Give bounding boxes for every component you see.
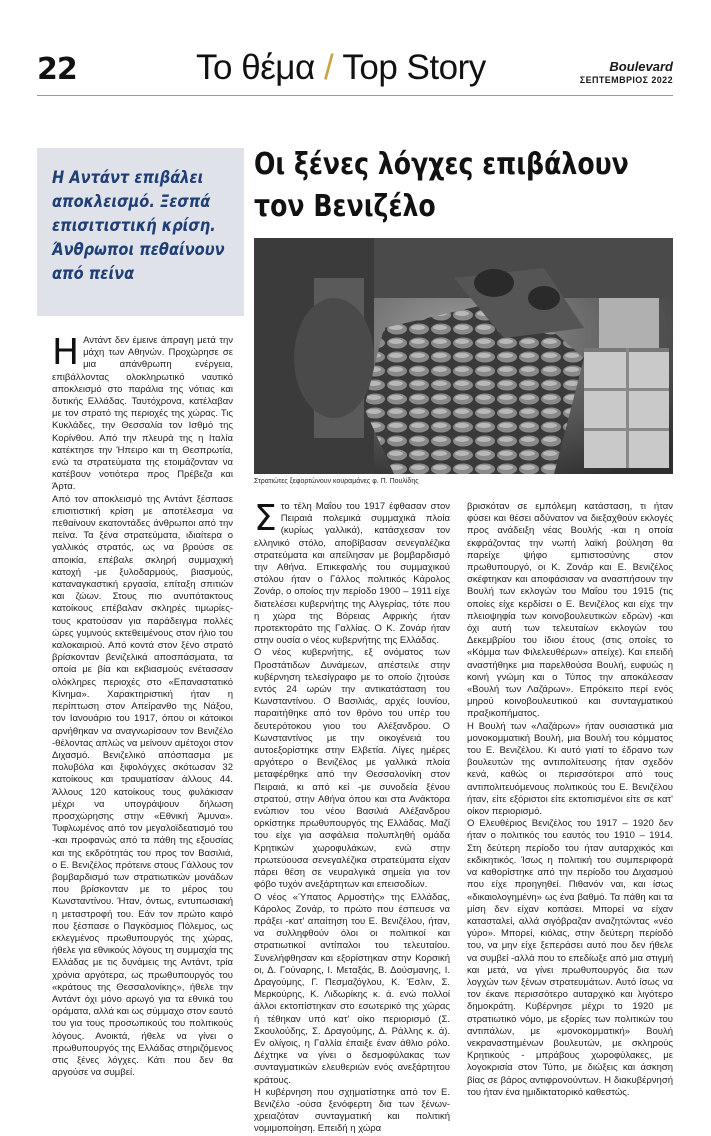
article-column-1 [52,332,233,1080]
article-column-3 [467,501,673,1098]
paragraph: βρισκόταν σε εμπόλεμη κατάσταση, τι ήταν φύσει και θέσει αδύνατον να διεξαχθούν εκλογές προς ανάδειξη νέας Βουλής -και η οποία εκφράζοντας την νωπή λαϊκή βούληση θα παρείχε ψήφο εμπιστοσύνης στον πρωθυπουργό, οι Κ. Ζονάρ και Ε. Βενιζέλος σκέφτηκαν και αποφάσισαν να ανασπήσουν την Βουλή των εκλογών του Μαΐου του 1915 (τις οποίες είχε κερδίσει ο Ε. Βενιζέλος και είχε την πλειοψηφία των κοινοβουλευτικών εδρών) -και όχι αυτή των τελευταίων εκλογών του Δεκεμβρίου του ίδιου έτους (στις οποίες το «Κόμμα των Φιλελευθέρων» απείχε). Και επειδή αναστήθηκε μια παρελθούσα Βουλή, ευφυώς η κοινή γνώμη και ο Τύπος την αποκάλεσαν «Βουλή των Λαζάρων». Επρόκειτο περί ενός μηρού κοινοβουλευτικού και συνταγματικού πραξικοπήματος. [467,501,673,720]
paragraph: Η κυβέρνηση που σχηματίστηκε από τον Ε. Βενιζέλο -ούσα ξενόφερτη δια των ξένων- χρειαζόταν συνταγματική και πολιτική νομιμοποίηση. Επειδή η χώρα [254,1086,450,1135]
sidebar-quote: Η Αντάντ επιβάλει αποκλεισμό. Ξεσπά επισιτιστική κρίση. Άνθρωποι πεθαίνουν από πείνα [52,168,225,284]
paragraph: το τέλη Μαΐου του 1917 έφθασαν στον Πειραιά πολεμικά συμμαχικά πλοία (κυρίως γαλλικά), κατάσχεσαν τον ελληνικό στόλο, αποβίβασαν σενεγαλέζικα στρατεύματα και απείλησαν με βομβαρδισμό την Αθήνα. Επικεφαλής του συμμαχικού στόλου ήταν ο Γάλλος πολιτικός Κάρολος Ζονάρ, ο οποίος την περίοδο 1900 – 1911 είχε διατελέσει κυβερνήτης της Αλγερίας, τότε που η χώρα της Βόρειας Αφρικής ήταν προτεκτοράτο της Γαλλίας. Ο Κ. Ζονάρ ήταν στην ουσία ο νέος κυβερνήτης της Ελλάδας. [254,501,450,647]
issue-date: ΣΕΠΤΕΜΒΡΙΟΣ 2022 [579,75,673,85]
paragraph: Αντάντ δεν έμεινε άπραγη μετά την μάχη των Αθηνών. Προχώρησε σε μια απάνθρωπη ενέργεια, επιβάλλοντας ολοκληρωτικό ναυτικό αποκλεισμό στο παράλια της νότιας και δυτικής Ελλάδας. Ταυτόχρονα, κατέλαβαν με τον στρατό της περιοχές της χώρας. Τις Κυκλάδες, την Θεσσαλία τον Ισθμό της Κορίνθου. Από την πλευρά της η Ιταλία κατέκτησε την Ήπειρο και τη Θεσπρωτία, ενώ τα στρατεύματα της ετοιμάζονταν να κατέβουν νοτιότερα προς Πρέβεζα και Άρτα. [52,335,233,493]
archival-photo-bread-loaves-icon [254,238,673,474]
article-column-2 [254,498,450,1135]
page-number: 22 [37,52,77,87]
drop-cap: Η [52,332,80,373]
article-photo [254,238,673,474]
masthead [580,60,673,86]
drop-cap: Σ [254,498,277,539]
paragraph: Από τον αποκλεισμό της Αντάντ ξέσπασε επισιτιστική κρίση με αποτέλεσμα να πεθαίνουν εκατοντάδες άνθρωποι από την πείνα. Τα ξένα στρατεύματα, ιδιαίτερα ο γαλλικός στρατός, ως να βρούσε σε αποικία, επέβαλε σκληρή συμμαχική κατοχή -με ξυλοδαρμούς, βιασμούς, καταναγκαστική εργασία, επίταξη σπιτιών και ζώων. Στους πιο ανυπότακτους κατοίκους επέβαλαν σκληρές τιμωρίες- τους κρατούσαν για παράδειγμα πολλές ώρες γυμνούς εκτεθειμένους στον ήλιο του καλοκαιριού. Από κοντά στον ξένο στρατό βρίσκονταν βενιζελικά αποσπάσματα, τα οποία με βία και εκβιασμούς ενέτασσαν ολόκληρες περιοχές στο «Επαναστατικό Κίνημα». Χαρακτηριστική ήταν η περίπτωση στον Απείρανθο της Νάξου, τον Ιανουάριο του 1917, όπου οι κάτοικοι αρνήθηκαν να αναγνωρίσουν τον Βενιζέλο -θέλοντας απλώς να μείνουν αμέτοχοι στον Διχασμό. Βενιζελικό απόσπασμα με πολυβόλα και ξιφολόγχες σκότωσαν 32 κατοίκους και τραυματίσαν άλλους 44. Άλλους 120 κατοίκους τους φυλάκισαν μέχρι να υπογράψουν δήλωση προσχώρησης στην «Εθνική Άμυνα». Τυφλωμένος από τον μεγαλοϊδεατισμό του -και προφανώς από τα πάθη της εξουσίας και της εκδρότητάς του προς τον Βασιλιά, ο Ε. Βενιζέλος πρότεινε στους Γάλλους τον βομβαρδισμό των στρατιωτικών μονάδων που βρίσκονταν με το μέρος του Κωνσταντίνου. Ήταν, όντως, εντυπωσιακή η μεταστροφή του. Εάν τον πρώτο καιρό που ξέσπασε ο Παγκόσμιος Πόλεμος, ως εκλεγμένος πρωθυπουργός της χώρας, ήθελε για εθνικούς λόγους τη συμμαχία της Ελλάδας με τις δυνάμεις της Αντάντ, τρία χρόνια αργότερα, ως πρωθυπουργός του «κράτους της Θεσσαλονίκης», ήθελε την Αντάντ όχι μόνο αρωγό για τα εθνικά του οράματα, αλλά και ως σύμμαχο στον εαυτό του για τους προσωπικούς του πολιτικούς λόγους. Ανοικτά, ήθελε να γίνει ο πρωθυπουργός της Ελλάδας στηριζόμενος στις ξένες λόγχες. Κάτι που δεν θα αργούσε να συμβεί. [52,493,233,1079]
paragraph: Ο νέος «Ύπατος Αρμοστής» της Ελλάδας, Κάρολος Ζονάρ, το πρώτο που έσπευσε να πράξει -κατ' απαίτηση του Ε. Βενιζέλου, ήταν, να συλληφθούν όλοι οι πολιτικοί και στρατιωτικοί αντίπαλοι του τελευταίου. Συνελήφθησαν και εξορίστηκαν στην Κορσική οι, Δ. Γούναρης, Ι. Μεταξάς, Β. Δούσμανης, Ι. Δραγούμης, Γ. Πεσμαζόγλου, Κ. Έσλιν, Σ. Μερκούρης, Κ. Λιδωρίκης κ. ά. ενώ πολλοί άλλοι εκτοπίστηκαν στο εσωτερικό της χώρας ή τέθηκαν υπό κατ' οίκο περιορισμό (Σ. Σκουλούδης, Σ. Δραγούμης, Δ. Ράλλης κ. ά). Εν ολίγοις, η Γαλλία έπαιξε έναν άθλιο ρόλο. Δέχτηκε να γίνει ο δεσμοφύλακας των συνταγματικών ελευθεριών ενός ανεξάρτητου κράτους. [254,891,450,1086]
article-headline: Οι ξένες λόγχες επιβάλουν τον Βενιζέλο [254,147,629,224]
section-title [196,48,486,88]
photo-caption: Στρατιώτες ξεφορτώνουν κουραμάνες φ. Π. Πουλίδης [254,478,419,485]
paragraph: Ο νέος κυβερνήτης, εξ ονόματος των Προστάτιδων Δυνάμεων, απέστειλε στην κυβέρνηση τελεσίγραφο με το οποίο ζητούσε εντός 24 ωρών την αντικατάσταση του Κωνσταντίνου. Ο Βασιλιάς, αρχές Ιουνίου, παραιτήθηκε από τον θρόνο του υπέρ του δευτερότοκου γιου του Αλέξανδρου. Ο Κωνσταντίνος με την οικογένειά του αυτοεξορίστηκε στην Ελβετία. Λίγες ημέρες αργότερο ο Βενιζέλος με γαλλικά πλοία μεταφέρθηκε από την Θεσσαλονίκη στον Πειραιά, κι από κεί -με συνοδεία ξένου στρατού, στην Αθήνα όπου και στα Ανάκτορα ενώπιον του νέου Βασιλιά Αλέξανδρου ορκίστηκε πρωθυπουργός της Ελλάδας. Μαζί του είχε για ασφάλεια πολυπληθή ομάδα Κρητικών χωροφυλάκων, ενώ στην πρωτεύουσα σενεγαλέζικα στρατεύματα είχαν πάρει θέση σε νευραλγικά σημεία για τον φόβο τυχόν ανεξάρτητων και επεισοδίων. [254,647,450,891]
header-divider [37,95,673,96]
section-title-english: Top Story [342,48,486,87]
section-title-greek: Το θέμα [196,48,315,87]
section-title-separator: / [323,48,334,87]
paragraph: Η Βουλή των «Λαζάρων» ήταν ουσιαστικά μια μονοκομματική Βουλή, μια Βουλή του κόμματος του Ε. Βενιζέλου. Κι αυτό γιατί το έδρανο των βουλευτών της αντιπολίτευσης ήταν σχεδόν κενά, καθώς οι περισσότεροι από τους αντιπολιτευόμενους πολιτικούς του Ε. Βενιζέλου ήταν, είτε εξόριστοι είτε εκτοπισμένοι είτε σε κατ' οίκον περιορισμό. [467,720,673,818]
paragraph: Ο Ελευθέριος Βενιζέλος του 1917 – 1920 δεν ήταν ο πολιτικός του εαυτός του 1910 – 1914. Στη δεύτερη περίοδο του ήταν αυταρχικός και εκδικητικός. Ίσως η πολιτική του συμπεριφορά να καθορίστηκε από την περίοδο του Διχασμού που είχε προηγηθεί. Πιθανόν ναι, και ίσως «δικαιολογημένη» ως ένα βαθμό. Τα πάθη και τα μίση δεν είχαν κοπάσει. Μπορεί να είχαν κατασταλεί, αλλά σιγόβραζαν αναζητώντας «νέο γύρο». Μπορεί, κιόλας, στην δεύτερη περίοδό του, να μην είχε ξεπεράσει αυτό που δεν ήθελε να συμβεί -αλλά που το επεδίωξε από μια στιγμή και μετά, να γίνει πρωθυπουργός δια των λογχών των ξένων στρατευμάτων. Αυτό ίσως να τον έκανε περισσότερο αυταρχικό και λιγότερο δημοκράτη. Κυβέρνησε μέχρι το 1920 με στρατιωτικό νόμο, με εξορίες των πολιτικών του αντιπάλων, με «μονοκομματική» Βουλή νεκραναστημένων βουλευτών, με σκληρούς Κρητικούς - μπράβους χωροφύλακες, με λογοκρισία στον Τύπο, με διώξεις και άσκηση βίας σε βάρος αντιφρονούντων. Η διακυβέρνησή του ήταν ένα ημιδικτατορικό καθεστώς. [467,818,673,1098]
brand-logo: Boulevard [609,59,673,74]
